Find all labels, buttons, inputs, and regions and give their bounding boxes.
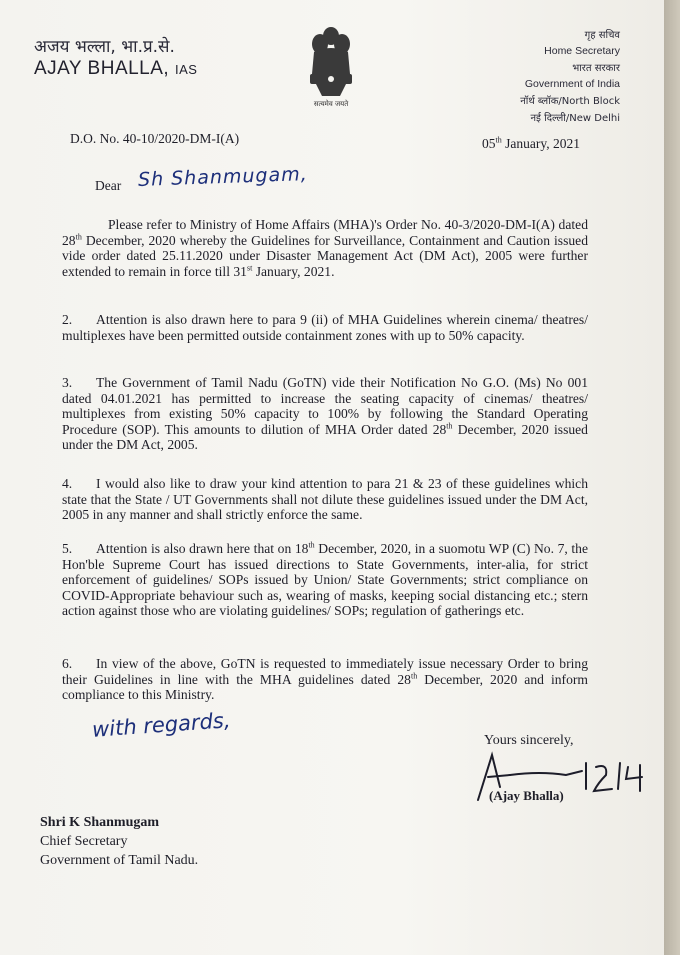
recipient-name: Shri K Shanmugam <box>40 815 160 830</box>
closing: Yours sincerely, <box>484 733 574 748</box>
paragraph-1: Please refer to Ministry of Home Affairs (MHA)'s Order No. 40-3/2020-DM-I(A) dated 28th December, 2020 whereby the Guidelines for Surveillance, Containment and Caution issued vide order dated 25.11.2020 under Disaster Management Act (DM Act), 2005 were further extended to remain in force till 31st January, 2021. <box>62 217 588 279</box>
signature-icon <box>470 745 660 815</box>
background-edge <box>664 0 680 955</box>
salutation: Dear <box>95 178 122 193</box>
sender-name-hindi: अजय भल्ला, भा.प्र.से. <box>34 37 175 57</box>
paragraph-4: 4. I would also like to draw your kind attention to para 21 & 23 of these guidelines which state that the State / UT Governments shall not dilute these guidelines issued under the DM Act, 2005 in any manner and shall strictly enforce the same. <box>62 476 588 523</box>
letter-date: 05th January, 2021 <box>482 135 580 151</box>
paragraph-6: 6. In view of the above, GoTN is requested to immediately issue necessary Order to bring their Guidelines in line with the MHA guidelines dated 28th December, 2020 and inform compliance to this Ministry. <box>62 656 588 703</box>
sender-name-english <box>34 58 197 80</box>
reference-number: D.O. No. 40-10/2020-DM-I(A) <box>70 131 240 146</box>
office-block: नॉर्थ ब्लॉक/North Block <box>520 96 620 107</box>
recipient-office: Government of Tamil Nadu. <box>40 853 199 868</box>
recipient-title: Chief Secretary <box>40 834 128 849</box>
handwritten-addressee: Sh Shanmugam, <box>137 163 309 191</box>
paragraph-3: 3. The Government of Tamil Nadu (GoTN) vide their Notification No G.O. (Ms) No 001 dated 04.01.2021 has permitted to increase the seating capacity of cinemas/ theatres/ multiplexes from existing 50% capacity to 100% by following the Standard Operating Procedure (SOP). This amounts to dilution of MHA Order dated 28th December, 2020 issued under the DM Act, 2005. <box>62 375 588 453</box>
office-govt-hindi: भारत सरकार <box>572 63 620 74</box>
paragraph-5: 5. Attention is also drawn here that on 18th December, 2020, in a suomotu WP (C) No. 7, the Hon'ble Supreme Court has issued directions to State Governments, inter-alia, for strict enforcement of guidelines/ SOPs issued by Union/ State Governments; strict compliance on COVID-Appropriate behaviour such as, wearing of masks, keeping social distancing etc.; stern action against those who are violating guidelines/ SOPs; regulation of gatherings etc. <box>62 540 588 619</box>
office-govt: Government of India <box>524 78 620 90</box>
sender-service: IAS <box>174 62 198 77</box>
handwritten-regards: with regards, <box>91 708 232 742</box>
office-title: Home Secretary <box>544 45 620 57</box>
sender-name: AJAY BHALLA, <box>34 58 170 79</box>
national-emblem-icon <box>300 22 362 112</box>
paragraph-2: 2. Attention is also drawn here to para 9 (ii) of MHA Guidelines wherein cinema/ theatres/ multiplexes have been permitted outside containment zones with up to 50% capacity. <box>62 312 588 343</box>
emblem-motto: सत्यमेव जयते <box>313 100 349 108</box>
signatory-name: (Ajay Bhalla) <box>489 788 564 803</box>
office-title-hindi: गृह सचिव <box>584 30 620 41</box>
office-city: नई दिल्ली/New Delhi <box>530 113 620 124</box>
